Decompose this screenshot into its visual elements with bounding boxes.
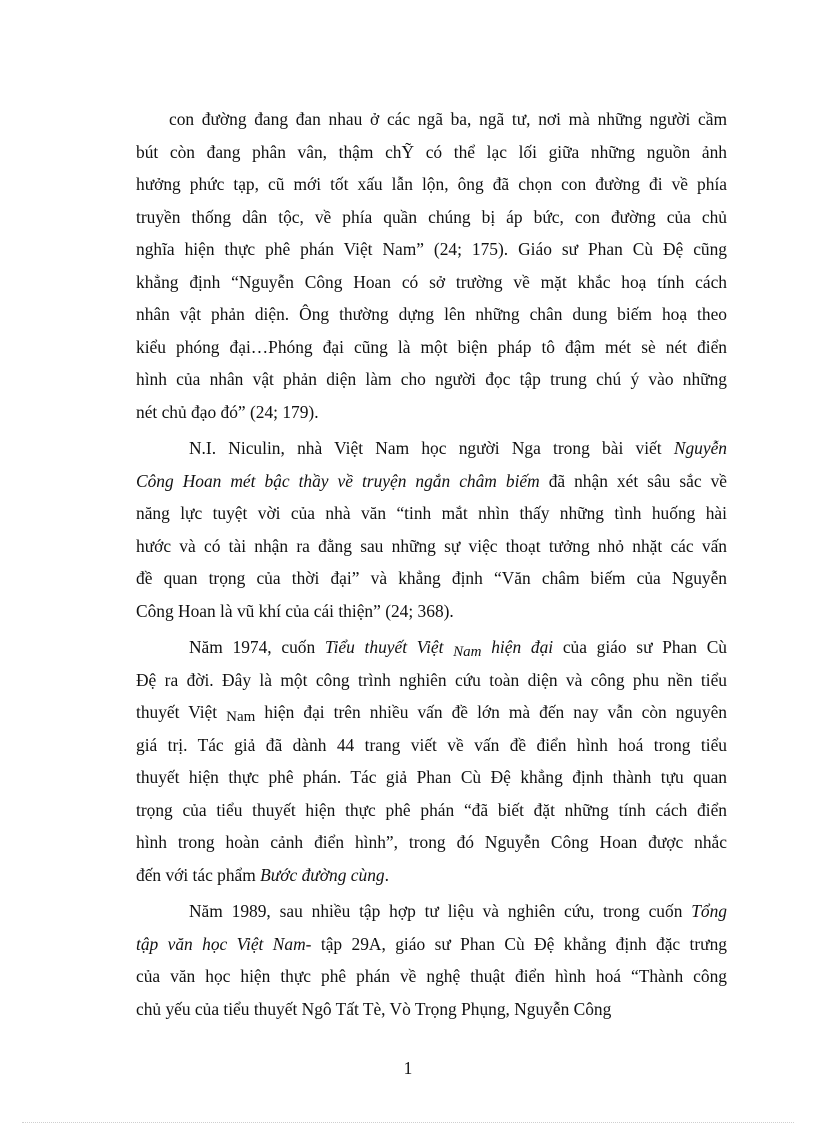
text-line: nhân vật phản diện. Ông thường dựng lên những chân dung biếm hoạ theo bbox=[136, 304, 727, 324]
page-number: 1 bbox=[403, 1058, 413, 1078]
text-line: hình của nhân vật phản diện làm cho người đọc tập trung chú ý vào những bbox=[136, 369, 727, 389]
text-line: nét chủ đạo đó” (24; 179). bbox=[136, 401, 319, 422]
text-line: Năm 1974, cuốn Tiểu thuyết Việt Nam hiện đại của giáo sư Phan Cù bbox=[189, 637, 727, 660]
text-line: kiểu phóng đại…Phóng đại cũng là một biện pháp tô đậm mét sè nét điển bbox=[136, 336, 727, 357]
text-line: con đường đang đan nhau ở các ngã ba, ngã tư, nơi mà những người cầm bbox=[169, 109, 727, 129]
text-line: đề quan trọng của thời đại” và khẳng định “Văn châm biếm của Nguyễn bbox=[136, 568, 727, 588]
body-text bbox=[136, 103, 727, 1025]
text-line: Công Hoan mét bậc thầy về truyện ngắn châm biếm đã nhận xét sâu sắc về bbox=[136, 470, 727, 491]
text-line: truyền thống dân tộc, về phía quần chúng bị áp bức, con đường của chủ bbox=[136, 206, 727, 227]
text-line: Công Hoan là vũ khí của cái thiện” (24; 368). bbox=[136, 600, 454, 621]
text-line: năng lực tuyệt vời của nhà văn “tinh mắt nhìn thấy những tình huống hài bbox=[136, 503, 727, 523]
text-line: thuyết hiện thực phê phán. Tác giả Phan Cù Đệ khẳng định thành tựu quan bbox=[136, 767, 727, 787]
text-line: thuyết Việt Nam hiện đại trên nhiều vấn đề lớn mà đến nay vẫn còn nguyên bbox=[136, 702, 727, 725]
text-line: bút còn đang phân vân, thậm chỸ có thể lạc lối giữa những nguồn ảnh bbox=[136, 141, 727, 162]
text-line: Đệ ra đời. Đây là một công trình nghiên cứu toàn diện và công phu nền tiểu bbox=[136, 669, 727, 690]
text-line: hước và có tài nhận ra đằng sau những sự việc thoạt tưởng nhỏ nhặt các vấn bbox=[136, 535, 727, 556]
text-line: hưởng phức tạp, cũ mới tốt xấu lẫn lộn, ông đã chọn con đường đi về phía bbox=[136, 174, 727, 194]
text-line: chủ yếu của tiểu thuyết Ngô Tất Tè, Vò Trọng Phụng, Nguyễn Công bbox=[136, 998, 612, 1019]
text-line: N.I. Niculin, nhà Việt Nam học người Nga trong bài viết Nguyễn bbox=[189, 438, 727, 458]
text-line: khẳng định “Nguyễn Công Hoan có sở trường về mặt khắc hoạ tính cách bbox=[136, 271, 727, 292]
text-line: nghĩa hiện thực phê phán Việt Nam” (24; 175). Giáo sư Phan Cù Đệ cũng bbox=[136, 239, 727, 259]
text-line: tập văn học Việt Nam- tập 29A, giáo sư Phan Cù Đệ khẳng định đặc trưng bbox=[136, 933, 727, 954]
text-line: Năm 1989, sau nhiều tập hợp tư liệu và nghiên cứu, trong cuốn Tổng bbox=[189, 901, 727, 921]
text-line: giá trị. Tác giả đã dành 44 trang viết về vấn đề điển hình hoá trong tiểu bbox=[136, 734, 727, 755]
text-line: trọng của tiểu thuyết hiện thực phê phán “đã biết đặt những tính cách điển bbox=[136, 799, 727, 820]
text-line: của văn học hiện thực phê phán về nghệ thuật điển hình hoá “Thành công bbox=[136, 966, 727, 986]
text-line: đến với tác phẩm Bước đường cùng. bbox=[136, 864, 389, 885]
text-line: hình trong hoàn cảnh điển hình”, trong đó Nguyễn Công Hoan được nhắc bbox=[136, 832, 727, 852]
